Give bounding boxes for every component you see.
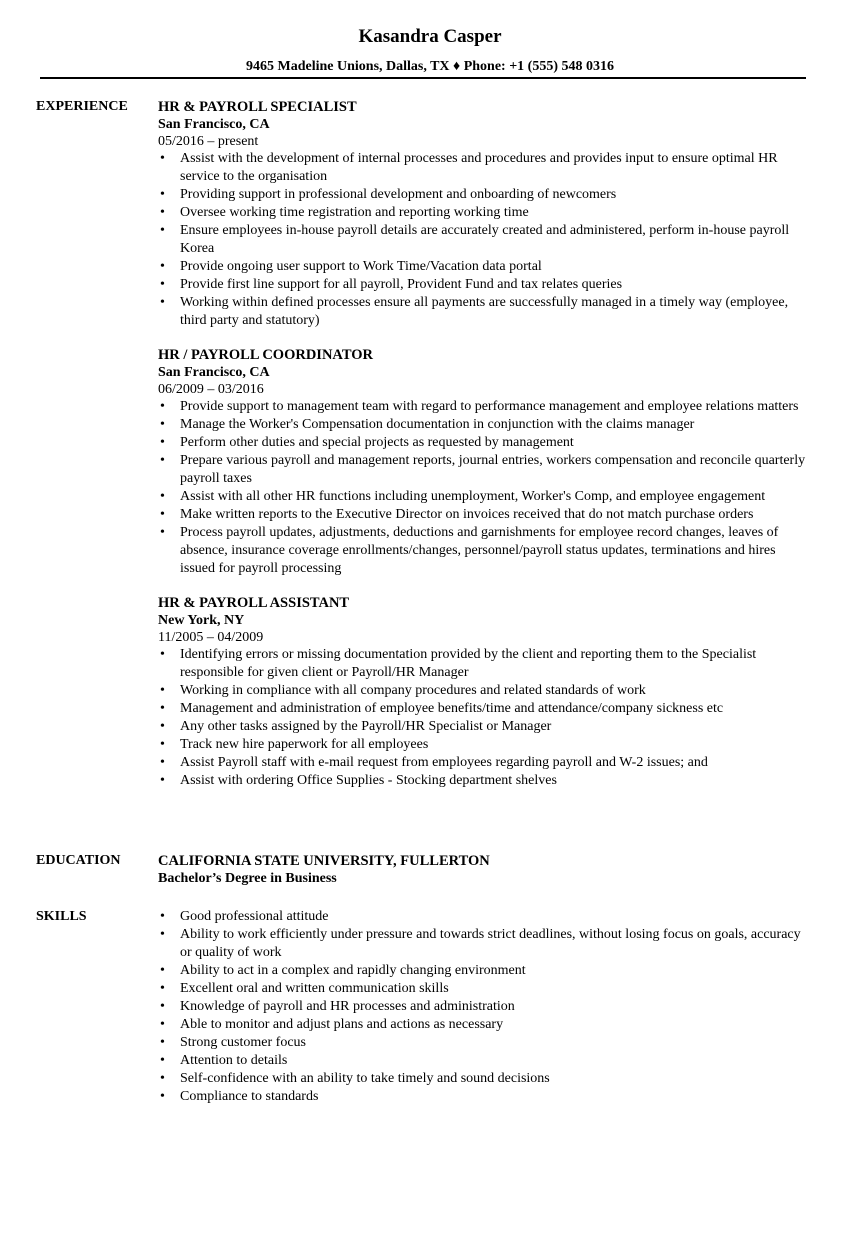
bullet-item: • Any other tasks assigned by the Payroll/HR Specialist or Manager [158,718,808,736]
bullet-item: • Provide ongoing user support to Work Time/Vacation data portal [158,258,808,276]
bullet-item: • Assist with the development of internal processes and procedures and provides input to ensure optimal HR service to the organisation [158,150,808,186]
job-location: New York, NY [158,613,245,628]
job-location: San Francisco, CA [158,365,270,380]
job-dates: 11/2005 – 04/2009 [158,630,264,645]
skill-item: • Strong customer focus [158,1034,808,1052]
skills-list [158,908,808,1106]
bullet-item: • Provide first line support for all payroll, Provident Fund and tax relates queries [158,276,808,294]
job-location: San Francisco, CA [158,117,270,132]
bullet-item: • Perform other duties and special projects as requested by management [158,434,808,452]
skills-label: SKILLS [36,909,87,924]
header-divider [40,77,806,79]
bullet-item: • Identifying errors or missing documentation provided by the client and reporting them to the Specialist responsible for given client or Payroll/HR Manager [158,646,808,682]
degree: Bachelor’s Degree in Business [158,871,337,886]
job-entry [158,98,808,330]
bullet-item: • Working within defined processes ensure all payments are successfully managed in a timely way (employee, third party and statutory) [158,294,808,330]
school-name: CALIFORNIA STATE UNIVERSITY, FULLERTON [158,853,490,869]
bullet-item: • Make written reports to the Executive Director on invoices received that do not match purchase orders [158,506,808,524]
job-bullets [158,398,808,578]
job-title: HR / PAYROLL COORDINATOR [158,347,373,363]
bullet-item: • Working in compliance with all company procedures and related standards of work [158,682,808,700]
job-title: HR & PAYROLL SPECIALIST [158,99,357,115]
job-dates: 05/2016 – present [158,134,259,149]
job-bullets [158,150,808,330]
bullet-item: • Prepare various payroll and management reports, journal entries, workers compensation and reconcile quarterly payroll taxes [158,452,808,488]
skill-item: • Ability to act in a complex and rapidly changing environment [158,962,808,980]
skill-item: • Excellent oral and written communication skills [158,980,808,998]
resume-name: Kasandra Casper [358,26,502,47]
bullet-item: • Process payroll updates, adjustments, deductions and garnishments for employee record changes, leaves of absence, insurance coverage enrollments/changes, personnel/payroll status updates, terminations and hires issued for payroll processing [158,524,808,578]
skill-item: • Ability to work efficiently under pressure and towards strict deadlines, without losing focus on goals, accuracy or quality of work [158,926,808,962]
job-entry [158,346,808,578]
education-label: EDUCATION [36,853,121,868]
bullet-item: • Assist with all other HR functions including unemployment, Worker's Comp, and employee engagement [158,488,808,506]
bullet-item: • Assist with ordering Office Supplies - Stocking department shelves [158,772,808,790]
job-dates: 06/2009 – 03/2016 [158,382,264,397]
experience-label: EXPERIENCE [36,99,128,114]
bullet-item: • Track new hire paperwork for all employees [158,736,808,754]
bullet-item: • Providing support in professional development and onboarding of newcomers [158,186,808,204]
skill-item: • Compliance to standards [158,1088,808,1106]
skill-item: • Knowledge of payroll and HR processes and administration [158,998,808,1016]
skill-item: • Able to monitor and adjust plans and actions as necessary [158,1016,808,1034]
job-title: HR & PAYROLL ASSISTANT [158,595,350,611]
skill-item: • Good professional attitude [158,908,808,926]
bullet-item: • Ensure employees in-house payroll details are accurately created and administered, perform in-house payroll Korea [158,222,808,258]
contact-info: 9465 Madeline Unions, Dallas, TX ♦ Phone: +1 (555) 548 0316 [246,59,614,74]
skill-item: • Attention to details [158,1052,808,1070]
job-entry [158,594,808,790]
skill-item: • Self-confidence with an ability to take timely and sound decisions [158,1070,808,1088]
job-bullets [158,646,808,790]
bullet-item: • Management and administration of employee benefits/time and attendance/company sickness etc [158,700,808,718]
bullet-item: • Assist Payroll staff with e-mail request from employees regarding payroll and W-2 issues; and [158,754,808,772]
bullet-item: • Provide support to management team with regard to performance management and employee relations matters [158,398,808,416]
bullet-item: • Oversee working time registration and reporting working time [158,204,808,222]
bullet-item: • Manage the Worker's Compensation documentation in conjunction with the claims manager [158,416,808,434]
